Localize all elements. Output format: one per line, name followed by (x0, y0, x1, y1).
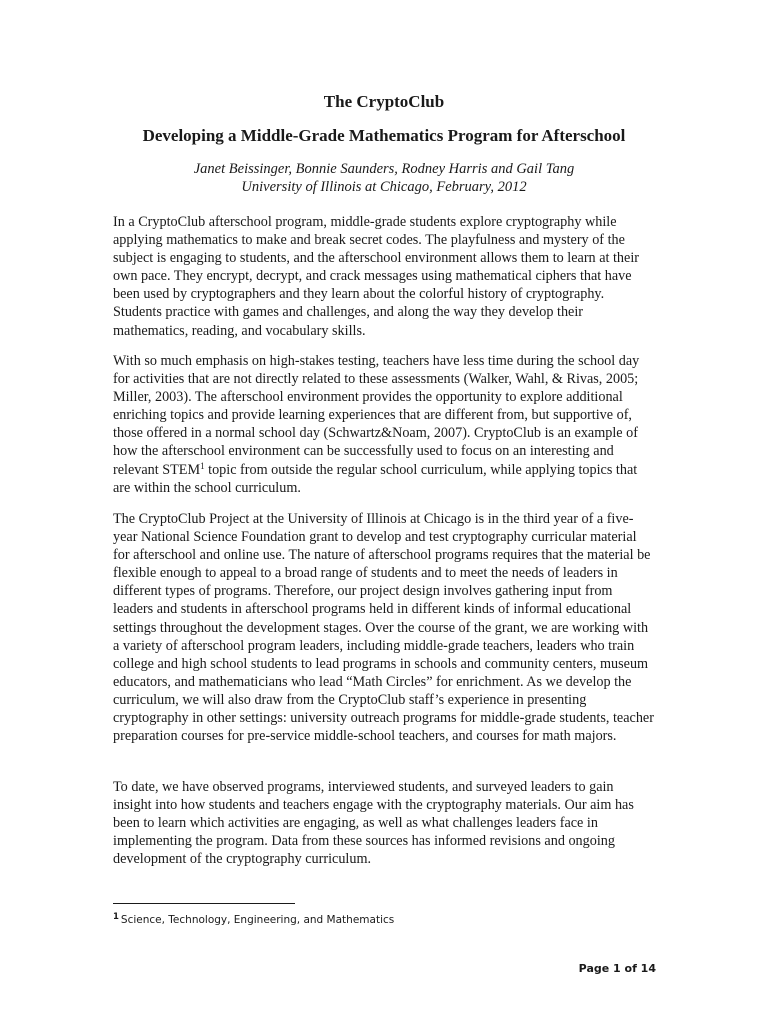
paragraph-2-text-end: topic from outside the regular school curriculum, while applying topics that are within the school curriculum. (113, 461, 638, 496)
body-paragraph-3: The CryptoClub Project at the University of Illinois at Chicago is in the third year of a five-year National Science Foundation grant to develop and test cryptography curricular material for afterschool and online use. The nature of afterschool programs requires that the material be flexible enough to appeal to a broad range of students and to meet the needs of leaders in different types of programs. Therefore, our project design involves gathering input from leaders and students in afterschool programs held in different kinds of informal educational settings throughout the development stages. Over the course of the grant, we are working with a variety of afterschool program leaders, including middle-grade teachers, leaders who train college and high school students to lead programs in schools and community centers, museum educators, and mathematicians who lead “Math Circles” for enrichment. As we develop the curriculum, we will also draw from the CryptoClub staff’s experience in presenting cryptography in other settings: university outreach programs for middle-grade students, teacher preparation courses for pre-service middle-school teachers, and courses for math majors. (113, 511, 654, 745)
document-subtitle: Developing a Middle-Grade Mathematics Program for Afterschool (142, 126, 626, 145)
document-title: The CryptoClub (323, 92, 445, 111)
body-paragraph-4: To date, we have observed programs, interviewed students, and surveyed leaders to gain insight into how students and teachers engage with the cryptography materials. Our aim has been to learn which activities are engaging, as well as what challenges leaders face in implementing the program. Data from these sources has informed revisions and ongoing development of the cryptography curriculum. (113, 779, 634, 868)
footnote-separator (113, 903, 295, 904)
footnote-marker: 1 (113, 912, 119, 922)
footnote (113, 914, 394, 926)
body-paragraph-2 (113, 352, 654, 497)
footnote-reference[interactable]: 1 (200, 460, 205, 471)
footnote-text: Science, Technology, Engineering, and Mathematics (120, 914, 395, 926)
author-list: Janet Beissinger, Bonnie Saunders, Rodney Harris and Gail Tang (193, 161, 575, 177)
affiliation-line: University of Illinois at Chicago, February, 2012 (241, 179, 527, 195)
paragraph-2-text-start: With so much emphasis on high-stakes testing, teachers have less time during the school day for activities that are not directly related to these assessments (Walker, Wahl, & Rivas, 2005; Miller, 2003). The afterschool environment provides the opportunity to explore additional enriching topics and provide learning experiences that are different from, but supportive of, those offered in a normal school day (Schwartz&Noam, 2007). CryptoClub is an example of how the afterschool environment can be successfully used to focus on an interesting and relevant STEM (113, 353, 640, 478)
page-number-label: Page 1 of 14 (578, 962, 656, 975)
page-number (579, 962, 656, 975)
body-paragraph-1: In a CryptoClub afterschool program, middle-grade students explore cryptography while applying mathematics to make and break secret codes. The playfulness and mystery of the subject is engaging to students, and the afterschool environment allows them to learn at their own pace. They encrypt, decrypt, and crack messages using mathematical ciphers that have been used by cryptographers and they learn about the colorful history of cryptography. Students practice with games and challenges, and along the way they develop their mathematics, reading, and vocabulary skills. (113, 214, 639, 339)
